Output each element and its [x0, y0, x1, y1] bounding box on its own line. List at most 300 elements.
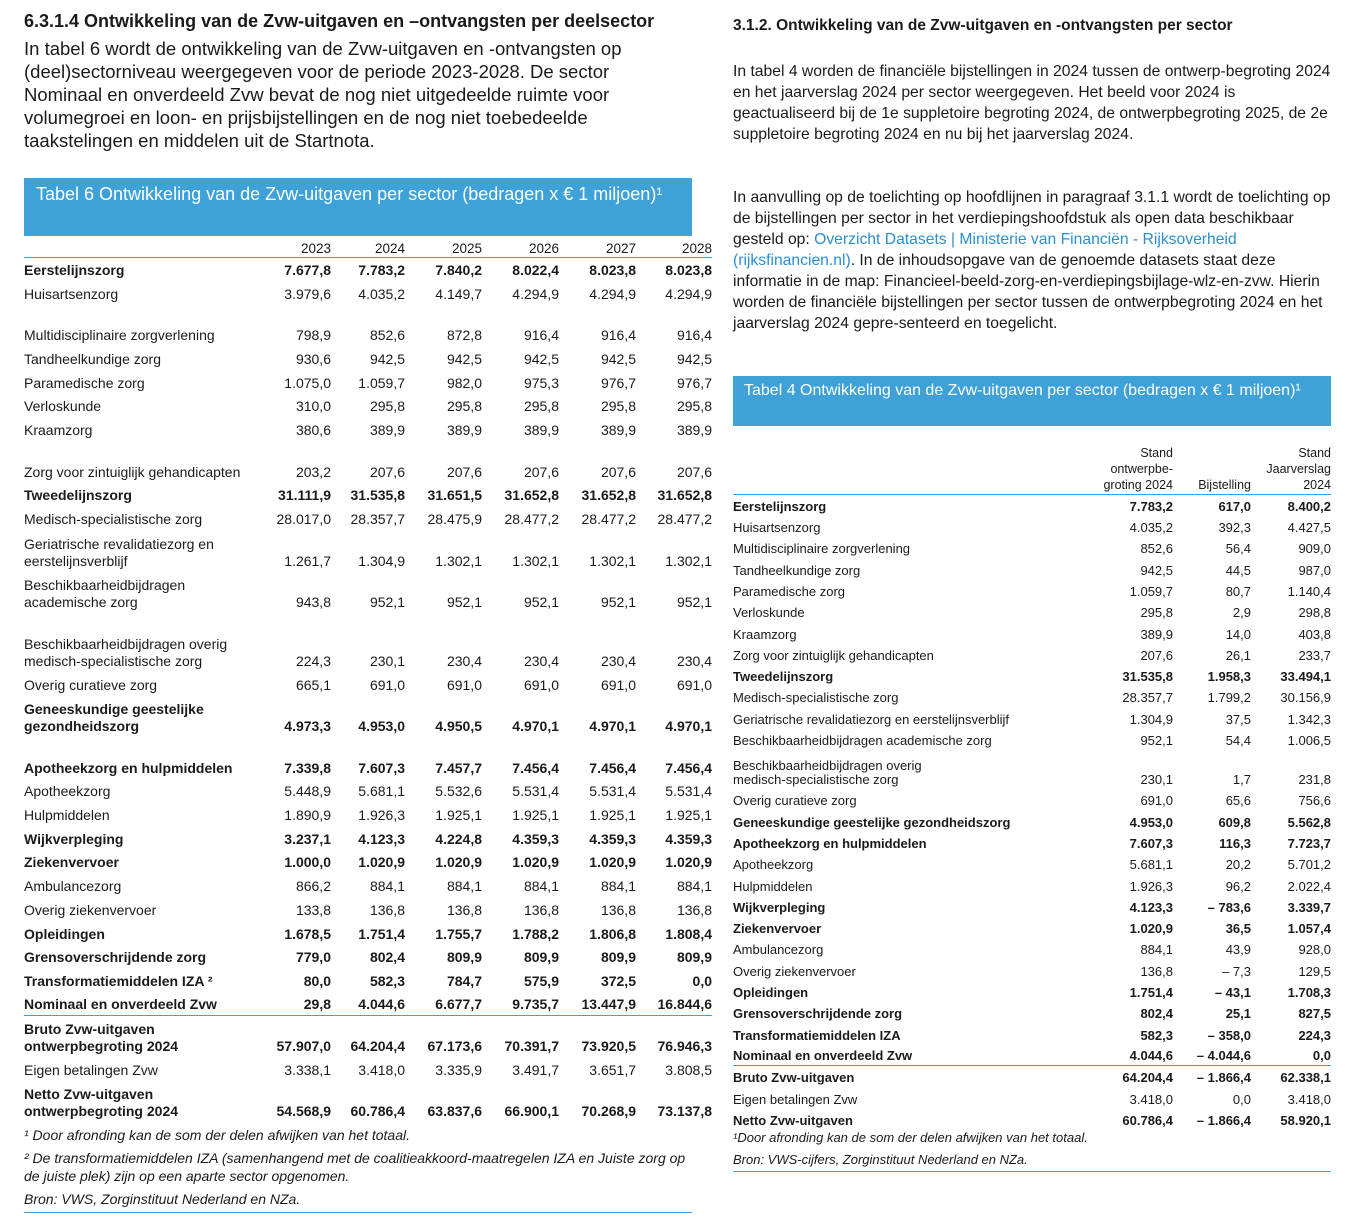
row-label: Ambulancezorg [24, 878, 122, 895]
row-value: 1.926,3 [358, 807, 405, 824]
row-value: 609,8 [1218, 814, 1251, 830]
table-row [24, 873, 712, 897]
table-6-footnote-1: ¹ Door afronding kan de som der delen afwijken van het totaal. [24, 1127, 411, 1143]
row-value: 295,8 [446, 398, 482, 415]
row-value: 4.123,3 [1129, 899, 1173, 915]
row-value: 4.035,2 [1129, 520, 1173, 536]
row-value: 756,6 [1298, 793, 1331, 809]
row-value: 80,7 [1225, 583, 1251, 599]
table-4-header-row [733, 429, 1331, 495]
table-4 [733, 429, 1331, 1130]
row-value: 928,0 [1298, 942, 1331, 958]
row-value: 136,8 [523, 901, 559, 918]
row-value: 7.456,4 [665, 759, 712, 776]
row-value: 916,4 [600, 327, 636, 344]
row-label: Transformatiemiddelen IZA ² [24, 972, 213, 989]
row-label: Beschikbaarheidbijdragen academische zorg [24, 577, 186, 610]
row-value: 1.925,1 [435, 807, 482, 824]
table-row [24, 305, 712, 347]
table-row [733, 938, 1331, 959]
row-value: 0,0 [1312, 1048, 1331, 1064]
row-value: 1.075,0 [284, 374, 331, 391]
row-value: 1.755,7 [435, 925, 482, 942]
row-value: 207,6 [446, 463, 482, 480]
table-row [24, 613, 712, 672]
table-6-year-header: 2023 [249, 237, 331, 258]
row-value: 136,8 [369, 901, 405, 918]
table-row [24, 737, 712, 779]
row-value: 7.783,2 [1129, 498, 1173, 514]
row-value: 942,5 [676, 351, 712, 368]
table-row [24, 826, 712, 850]
row-value: 884,1 [600, 878, 636, 895]
col-header-jaarverslag: Stand Jaarverslag 2024 [1251, 429, 1331, 495]
row-value: 31.652,8 [504, 487, 559, 504]
row-value: 976,7 [676, 374, 712, 391]
row-value: 207,6 [600, 463, 636, 480]
row-value: 3.491,7 [512, 1061, 559, 1078]
row-value: 3.651,7 [589, 1061, 636, 1078]
row-value: 8.023,8 [665, 262, 712, 279]
table-row [24, 850, 712, 874]
row-value: 952,1 [446, 594, 482, 610]
table-row [733, 832, 1331, 853]
table-row [24, 992, 712, 1016]
row-value: 224,3 [295, 653, 331, 669]
table-row [24, 530, 712, 572]
paragraph-2-text-a: In aanvulling op de toelichting op hoofdlijnen in paragraaf 3.1.1 wordt de toelichting op de bijstellingen per sector in het verdiepingshoofdstuk als open data beschikbaar gesteld op: [733, 189, 1331, 248]
row-value: 2.022,4 [1287, 878, 1331, 894]
row-label: Paramedische zorg [24, 374, 145, 391]
row-value: 582,3 [1140, 1027, 1173, 1043]
row-value: 43,9 [1225, 942, 1251, 958]
table-row [733, 622, 1331, 643]
table-row [733, 1087, 1331, 1108]
row-value: 31.651,5 [427, 487, 482, 504]
table-row [733, 789, 1331, 810]
row-value: 1.799,2 [1207, 690, 1251, 706]
row-value: 7.457,7 [435, 759, 482, 776]
row-value: 942,5 [369, 351, 405, 368]
table-row [733, 1023, 1331, 1044]
row-value: 233,7 [1298, 647, 1331, 663]
row-value: 7.339,8 [284, 759, 331, 776]
row-value: 5.531,4 [589, 783, 636, 800]
row-value: 942,5 [523, 351, 559, 368]
table-6-year-header: 2025 [405, 237, 482, 258]
row-value: 4.359,3 [512, 830, 559, 847]
row-value: 1.059,7 [358, 374, 405, 391]
row-label: Huisartsenzorg [24, 285, 119, 302]
row-value: 1.059,7 [1129, 583, 1173, 599]
row-value: 4.359,3 [665, 830, 712, 847]
row-label: Huisartsenzorg [733, 520, 821, 536]
row-value: 230,4 [446, 653, 482, 669]
table-row [733, 1045, 1331, 1066]
row-value: 884,1 [676, 878, 712, 895]
row-value: 3.338,1 [284, 1061, 331, 1078]
row-value: 884,1 [446, 878, 482, 895]
table-row [733, 729, 1331, 750]
row-value: 207,6 [1140, 647, 1173, 663]
row-value: 852,6 [369, 327, 405, 344]
table-4-bottom-rule [733, 1171, 1331, 1172]
row-value: 1.302,1 [435, 552, 482, 569]
row-value: 784,7 [446, 972, 482, 989]
row-value: 4.970,1 [589, 718, 636, 735]
row-value: 987,0 [1298, 562, 1331, 578]
table-6-source: Bron: VWS, Zorginstituut Nederland en NZa. [24, 1191, 301, 1207]
row-value: 1.304,9 [1129, 711, 1173, 727]
row-value: 4.044,6 [1129, 1048, 1173, 1064]
row-value: 28.357,7 [350, 511, 405, 527]
row-value: 136,8 [446, 901, 482, 918]
table-row [24, 483, 712, 507]
row-value: 389,9 [369, 422, 405, 439]
row-value: 2,9 [1232, 605, 1251, 621]
row-value: 1.925,1 [665, 807, 712, 824]
row-value: 7.607,3 [1129, 835, 1173, 851]
row-label: Kraamzorg [24, 422, 93, 439]
row-value: 37,5 [1225, 711, 1251, 727]
row-label: Eerstelijnszorg [733, 498, 827, 514]
row-value: 5.562,8 [1287, 814, 1331, 830]
row-label: Multidisciplinaire zorgverlening [24, 327, 215, 344]
row-value: 207,6 [523, 463, 559, 480]
table-6-footnote-2: ² De transformatiemiddelen IZA (samenhangend met de coalitieakkoord-maatregelen IZA en Juiste zorg op de juiste plek) zijn op een aparte sector opgenomen. [24, 1150, 686, 1184]
row-value: 30.156,9 [1280, 690, 1331, 706]
row-value: 942,5 [446, 351, 482, 368]
row-label: Overig ziekenvervoer [733, 963, 856, 979]
section-heading-3-1-2: 3.1.2. Ontwikkeling van de Zvw-uitgaven en -ontvangsten per sector [733, 17, 1233, 34]
row-label: Tweedelijnszorg [733, 669, 834, 685]
row-value: 56,4 [1225, 541, 1251, 557]
row-value: 3.418,0 [358, 1061, 405, 1078]
row-value: 4.427,5 [1287, 520, 1331, 536]
table-row [733, 1066, 1331, 1087]
row-label: Verloskunde [733, 605, 805, 621]
row-value: 1.342,3 [1287, 711, 1331, 727]
row-label: Ziekenvervoer [733, 921, 822, 937]
row-value: 5.532,6 [435, 783, 482, 800]
row-value: 116,3 [1219, 835, 1251, 851]
table-row [24, 572, 712, 614]
table-row [24, 417, 712, 441]
row-value: – 783,6 [1207, 899, 1251, 915]
row-label: Geriatrische revalidatiezorg en eerstelijnsverblijf [733, 711, 1010, 727]
row-value: 5.531,4 [512, 783, 559, 800]
row-value: 136,8 [600, 901, 636, 918]
row-label: Grensoverschrijdende zorg [733, 1006, 903, 1022]
intro-paragraph: In tabel 6 wordt de ontwikkeling van de Zvw-uitgaven en -ontvangsten op (deel)sectorniveau weergegeven voor de periode 2023-2028. De sector Nominaal en onverdeeld Zvw bevat de nog niet uitgedeelde ruimte voor volumegroei en loon- en prijsbijstellingen en de nog niet toebedeelde taakstelingen en middelen uit de Startnota. [24, 38, 622, 151]
row-label: Grensoverschrijdende zorg [24, 949, 207, 966]
row-value: 4.044,6 [358, 996, 405, 1013]
datasets-link[interactable]: Overzicht Datasets | Ministerie van Financiën - Rijksoverheid (rijksfinancien.nl) [733, 231, 1237, 269]
row-value: 916,4 [676, 327, 712, 344]
row-value: 64.204,4 [331, 1016, 405, 1058]
row-value: – 358,0 [1207, 1027, 1251, 1043]
row-value: 952,1 [1140, 733, 1173, 749]
row-value: 1.925,1 [589, 807, 636, 824]
row-label: Opleidingen [733, 985, 809, 1001]
row-label: Nominaal en onverdeeld Zvw [733, 1048, 913, 1064]
table-row [733, 810, 1331, 831]
row-label: Paramedische zorg [733, 583, 845, 599]
row-value: 4.953,0 [1129, 814, 1173, 830]
table-row [733, 516, 1331, 537]
row-value: 16.844,6 [657, 996, 712, 1013]
row-value: 4.035,2 [358, 285, 405, 302]
row-value: 1.020,9 [1129, 921, 1173, 937]
table-row [733, 750, 1331, 789]
section-heading-6-3-1-4: 6.3.1.4 Ontwikkeling van de Zvw-uitgaven en –ontvangsten per deelsector [24, 11, 655, 31]
row-value: 230,1 [1140, 772, 1173, 788]
row-value: 975,3 [523, 374, 559, 391]
row-value: 809,9 [446, 949, 482, 966]
table-row [24, 441, 712, 483]
row-value: 3.335,9 [435, 1061, 482, 1078]
row-value: 942,5 [1140, 562, 1173, 578]
row-value: 25,1 [1225, 1006, 1251, 1022]
table-row [24, 921, 712, 945]
row-value: 827,5 [1298, 1006, 1331, 1022]
table-row [733, 644, 1331, 665]
row-value: 1.304,9 [358, 552, 405, 569]
table-row [24, 258, 712, 282]
row-label: Apotheekzorg [24, 783, 111, 800]
row-label: Opleidingen [24, 925, 105, 942]
row-label: Eigen betalingen Zvw [24, 1061, 158, 1078]
row-value: 14,0 [1225, 626, 1251, 642]
row-label: Wijkverpleging [733, 899, 826, 915]
row-value: 31.535,8 [350, 487, 405, 504]
row-value: 809,9 [676, 949, 712, 966]
row-value: 1.057,4 [1287, 921, 1331, 937]
row-value: 96,2 [1225, 878, 1251, 894]
row-value: 1.958,3 [1207, 669, 1251, 685]
table-row [24, 1016, 712, 1058]
row-value: 779,0 [295, 949, 331, 966]
row-label: Overig curatieve zorg [24, 676, 158, 693]
row-value: 54,4 [1225, 733, 1251, 749]
row-value: 575,9 [523, 972, 559, 989]
row-value: 28.357,7 [1122, 690, 1173, 706]
table-row [24, 394, 712, 418]
table-row [733, 917, 1331, 938]
table-6-header-label [24, 237, 249, 258]
table-6-title: Tabel 6 Ontwikkeling van de Zvw-uitgaven per sector (bedragen x € 1 miljoen)¹ [24, 178, 692, 236]
row-label: Hulpmiddelen [24, 807, 110, 824]
row-value: 389,9 [676, 422, 712, 439]
row-value: 884,1 [1140, 942, 1173, 958]
table-6-year-header: 2027 [559, 237, 636, 258]
table-row [733, 558, 1331, 579]
row-value: 952,1 [523, 594, 559, 610]
row-value: 3.418,0 [1129, 1091, 1173, 1107]
row-value: 582,3 [369, 972, 405, 989]
row-label: Eerstelijnszorg [24, 262, 125, 279]
row-value: 691,0 [676, 676, 712, 693]
row-label: Netto Zvw-uitgaven ontwerpbegroting 2024 [24, 1086, 179, 1120]
row-label: Apotheekzorg en hulpmiddelen [733, 835, 927, 851]
row-value: 295,8 [600, 398, 636, 415]
row-value: 809,9 [523, 949, 559, 966]
row-label: Kraamzorg [733, 626, 797, 642]
row-label: Tweedelijnszorg [24, 487, 132, 504]
paragraph-1: In tabel 4 worden de financiële bijstellingen in 2024 tussen de ontwerp-begroting 2024 en het jaarverslag 2024 per sector weergegeven. Het beeld voor 2024 is geactualiseerd bij de 1e suppletoire begroting 2024, de ontwerpbegroting 2025, de 2e suppletoire begroting 2024 en nu bij het jaarverslag 2024. [733, 63, 1331, 143]
row-value: 1.890,9 [284, 807, 331, 824]
row-label: Overig curatieve zorg [733, 793, 857, 809]
row-value: 4.970,1 [512, 718, 559, 735]
row-value: 1.708,3 [1287, 985, 1331, 1001]
table-6-year-header: 2024 [331, 237, 405, 258]
row-label: Ambulancezorg [733, 942, 824, 958]
col-header-bijstelling: Bijstelling [1173, 429, 1251, 495]
row-value: 298,8 [1298, 605, 1331, 621]
row-value: 7.677,8 [284, 262, 331, 279]
table-row [733, 959, 1331, 980]
row-label: Verloskunde [24, 398, 102, 415]
row-value: 1,7 [1232, 772, 1251, 788]
table-row [24, 281, 712, 305]
paragraph-2 [733, 187, 1331, 334]
row-value: 809,9 [600, 949, 636, 966]
row-value: 1.020,9 [512, 854, 559, 871]
row-value: 28.477,2 [504, 511, 559, 527]
row-value: 1.751,4 [358, 925, 405, 942]
row-value: 1.302,1 [589, 552, 636, 569]
row-label: Medisch-specialistische zorg [733, 690, 899, 706]
row-label: Wijkverpleging [24, 830, 124, 847]
row-value: 4.123,3 [358, 830, 405, 847]
table-row [733, 495, 1331, 516]
table-row [24, 779, 712, 803]
table-row [733, 686, 1331, 707]
row-value: 392,3 [1218, 520, 1251, 536]
row-value: 28.477,2 [657, 511, 712, 527]
row-value: 295,8 [369, 398, 405, 415]
row-value: 28.017,0 [276, 511, 331, 527]
row-value: 1.925,1 [512, 807, 559, 824]
row-value: 7.840,2 [435, 262, 482, 279]
row-label: Tandheelkundige zorg [733, 562, 861, 578]
row-value: 64.204,4 [1085, 1066, 1173, 1087]
row-value: 136,8 [676, 901, 712, 918]
row-value: 3.979,6 [284, 285, 331, 302]
row-value: 942,5 [600, 351, 636, 368]
row-value: 930,6 [295, 351, 331, 368]
row-label: Transformatiemiddelen IZA [733, 1027, 901, 1043]
row-value: 54.568,9 [276, 1103, 331, 1120]
row-label: Geriatrische revalidatiezorg en eerstelijnsverblijf [24, 535, 214, 569]
row-value: 952,1 [600, 594, 636, 610]
row-value: 1.140,4 [1287, 583, 1331, 599]
row-value: 1.302,1 [512, 552, 559, 569]
table-6-year-header: 2026 [482, 237, 559, 258]
table-row [24, 1057, 712, 1081]
row-value: 372,5 [600, 972, 636, 989]
row-value: 389,9 [446, 422, 482, 439]
row-value: 6.677,7 [435, 996, 482, 1013]
row-value: 3.339,7 [1287, 899, 1331, 915]
row-label: Zorg voor zintuiglijk gehandicapten [733, 647, 934, 663]
row-value: 852,6 [1140, 541, 1173, 557]
row-value: 1.261,7 [284, 552, 331, 569]
row-value: 57.907,0 [249, 1016, 331, 1058]
table-row [733, 874, 1331, 895]
row-value: 207,6 [676, 463, 712, 480]
row-label: Eigen betalingen Zvw [733, 1091, 858, 1107]
row-value: 60.786,4 [350, 1103, 405, 1120]
row-value: 0,0 [692, 972, 712, 989]
table-row [733, 896, 1331, 917]
table-row [733, 981, 1331, 1002]
row-value: 380,6 [295, 422, 331, 439]
row-value: 4.950,5 [435, 718, 482, 735]
row-value: 617,0 [1218, 498, 1251, 514]
row-value: 7.723,7 [1287, 835, 1331, 851]
table-row [733, 601, 1331, 622]
row-value: 44,5 [1225, 562, 1251, 578]
row-value: 982,0 [446, 374, 482, 391]
row-value: 909,0 [1298, 541, 1331, 557]
row-value: 389,9 [523, 422, 559, 439]
row-value: 80,0 [303, 972, 331, 989]
row-value: 1.302,1 [665, 552, 712, 569]
row-value: 76.946,3 [636, 1016, 712, 1058]
row-label: Ziekenvervoer [24, 854, 119, 871]
row-value: 1.808,4 [665, 925, 712, 942]
row-value: 9.735,7 [512, 996, 559, 1013]
row-value: 403,8 [1298, 626, 1331, 642]
row-value: 3.808,5 [665, 1061, 712, 1078]
row-value: 295,8 [1140, 605, 1173, 621]
row-value: 1.678,5 [284, 925, 331, 942]
row-value: – 7,3 [1222, 963, 1251, 979]
row-value: 5.531,4 [665, 783, 712, 800]
row-value: 976,7 [600, 374, 636, 391]
row-value: 952,1 [676, 594, 712, 610]
table-6-header-row [24, 237, 712, 258]
table-row [24, 968, 712, 992]
table-row [24, 945, 712, 969]
row-label: Beschikbaarheidbijdragen academische zorg [733, 733, 992, 749]
row-value: – 43,1 [1214, 985, 1251, 1001]
table-row [24, 1081, 712, 1123]
row-value: 230,4 [523, 653, 559, 669]
row-value: 665,1 [295, 676, 331, 693]
row-value: 310,0 [295, 398, 331, 415]
row-value: 1.751,4 [1129, 985, 1173, 1001]
row-value: 389,9 [1140, 626, 1173, 642]
table-4-footnote-1: ¹Door afronding kan de som der delen afwijken van het totaal. [733, 1130, 1088, 1145]
row-label: Medisch-specialistische zorg [24, 511, 203, 527]
row-value: 31.652,8 [581, 487, 636, 504]
row-value: 4.970,1 [665, 718, 712, 735]
row-value: 5.448,9 [284, 783, 331, 800]
row-value: 65,6 [1225, 793, 1251, 809]
row-value: 31.652,8 [657, 487, 712, 504]
row-value: 31.111,9 [278, 487, 331, 504]
row-value: 4.953,0 [358, 718, 405, 735]
table-row [733, 665, 1331, 686]
row-value: 31.535,8 [1122, 669, 1173, 685]
row-value: 13.447,9 [581, 996, 636, 1013]
row-value: 691,0 [1140, 793, 1173, 809]
row-value: 1.788,2 [512, 925, 559, 942]
row-label: Zorg voor zintuiglijk gehandicapten [24, 463, 241, 480]
row-value: 884,1 [369, 878, 405, 895]
